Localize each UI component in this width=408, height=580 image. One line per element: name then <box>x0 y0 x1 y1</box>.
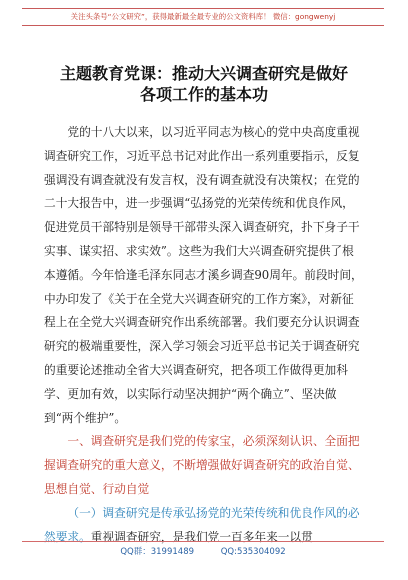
subsection-text: 重视调查研究，是我们党一百多年来一以贯 <box>90 529 313 544</box>
top-banner: 关注头条号“公文研究”，获得最新最全最专业的公文资料库！ 微信：gongwenyj <box>22 8 384 26</box>
footer-qq-group: QQ群：31991489 <box>120 547 195 557</box>
title-line-2: 各项工作的基本功 <box>139 85 268 104</box>
intro-paragraph: 党的十八大以来，以习近平同志为核心的党中央高度重视调查研究工作，习近平总书记对此作出一系列重要指示，反复强调没有调查就没有发言权，没有调查就没有决策权；在党的二十大报告中，进一步强调“弘扬党的光荣传统和优良作风，促进党员干部特别是领导干部带头深入调查研究，扑下身子干实事、谋实招、求实效”。这些为我们大兴调查研究提供了根本遵循。今年恰逢毛泽东同志才溪乡调查90周年。前段时间，中办印发了《关于在全党大兴调查研究的工作方案》，对新征程上在全党大兴调查研究作出系统部署。我们要充分认识调查研究的极端重要性，深入学习领会习近平总书记关于调查研究的重要论述推动全省大兴调查研究，把各项工作做得更加科学、更加有效，以实际行动坚决拥护“两个确立”、坚决做到“两个维护”。 <box>44 125 363 425</box>
title-line-1: 主题教育党课：推动大兴调查研究是做好 <box>59 64 348 83</box>
document-body <box>44 121 364 549</box>
footer-qq: QQ:535304092 <box>220 547 286 557</box>
footer-divider <box>22 541 384 542</box>
footer <box>22 545 384 557</box>
document-title <box>24 63 384 105</box>
section-heading-1: 一、调查研究是我们党的传家宝，必须深刻认识、全面把握调查研究的重大意义，不断增强做好调查研究的政治自觉、思想自觉、行动自觉 <box>44 434 360 496</box>
subsection-heading-1: （一）调查研究是传承弘扬党的光荣传统和优良作风的必然要求。 <box>44 505 360 544</box>
subsection-paragraph <box>44 502 364 550</box>
